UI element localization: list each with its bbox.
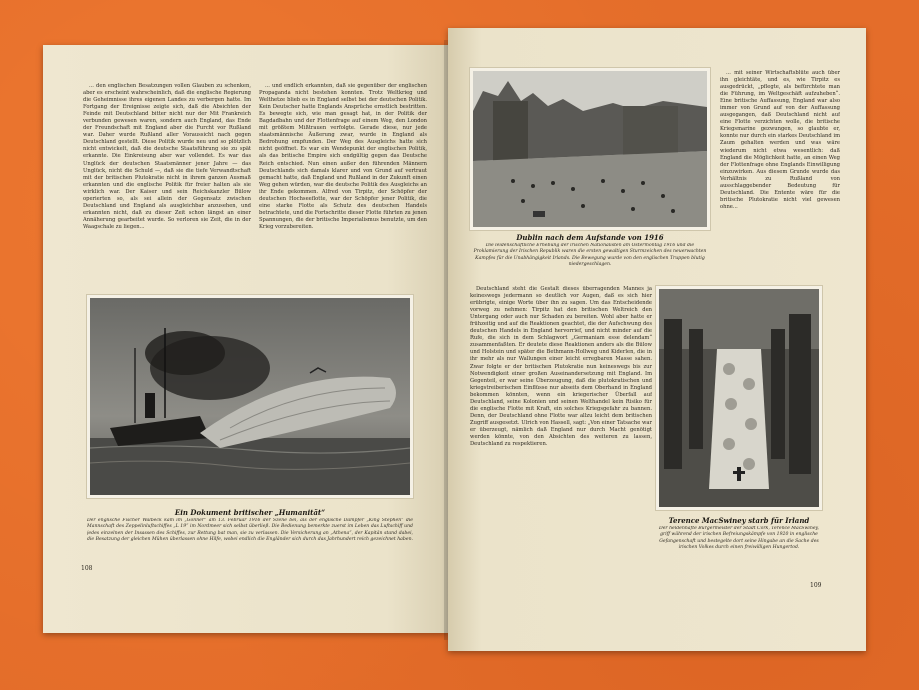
dublin-photo-title: Dublin nach dem Aufstande von 1916 bbox=[516, 233, 664, 242]
left-page-column-1 bbox=[83, 83, 251, 327]
right-page-main-column bbox=[470, 286, 652, 604]
macswiney-photo-caption: Der heldenhafte Bürgermeister der Stadt Cork, Terence MacSwiney, griff während der irischen Befreiungskämpfe von 1920 in englische Gefangenschaft und bestegelte dort seine Hingabe an die Sache des irischen Volkes durch einen freiwilligen Hungertod. bbox=[659, 526, 819, 551]
zeppelin-photo-title: Ein Dokument britischer „Humanität“ bbox=[174, 508, 326, 517]
right-main-column-text: Deutschland steht die Gestalt dieses überragenden Mannes ja keineswegs jedermann so deutlich vor Augen, daß es sich hier erübrigte, einige Worte über ihn zu sagen. Um das Entscheidende vorweg zu nehmen: Tirpitz hat den britischen Weltreich den Untergang oder auch nur Schaden zu bereiten. Wohl aber hatte er frühzeitig und auf die Reaktionen geachtet, die der Aufschwung des deutschen Handels in England hervorrief, und nicht minder auf die Rufe, die sich in dem Schlagwort „Germaniam esse delendam“ zusammenfaßten. Er deutete diese Reaktionen anders als die Bülow und Holstein und später die Bethmann-Hollweg und Kiderlen, die in ihr mehr als nur Wallungen einer leicht erregbaren Masse sahen. Zwar folgte er der britischen Plutokratie nun keineswegs bis zur Notwendigkeit einer großen Auseinandersetzung mit England. Im Gegenteil, er war seine Überzeugung, daß die plutokratischen und kriegstreiberischen Einflüsse nur abseits dem Oberhand in England bekommen könnten, wenn ein kriegerischer Überfall auf Deutschland, seine Kolonien und seinen Welthandel kein Risiko für die englische Flotte mit Kraft, ein solches Kriegsgefahr zu bannen. Denn, der Deutschland ohne Flotte war allzu leicht dem britischen Zugriff ausgesetzt. Ulrich von Hassell, sagt: „Von einer Tatsache war er überzeugt, nämlich daß England nur durch Macht genötigt werden könnte, von den Absichten des weiteren zu lassen, Deutschland zu respektieren. bbox=[470, 286, 652, 448]
left-column-1-text: ... den englischen Besatzungen vollen Glauben zu schenken, aber es erscheint wahrscheinlich, daß die englische Regierung die Geheimnisse ihres eigenen Landes zu verbergen hatte. Im Fortgang der Ereignisse zeigte sich, daß die Absichten der Feinde mit Deutschland bitter nicht nur der Mit Frankreich verbunden gewesen waren, sondern auch England, das Ende der Freundschaft mit England aber die Furcht vor Rußland war. Daher wurde Rußland aller Voraussicht nach gegen Deutschland gestellt. Diese Politik wurde neu und so plötzlich nicht entwickelt, daß die deutsche Staatsführung sie zu spät erkannte. Die Einkreisung aber war vollendet. Es war das Unglück der deutschen Staatsmänner jener Jahre — das Unglück, nicht die Schuld —, daß sie die tiefe Verwandtschaft mit der britischen Plutokratie nicht in ihrem ganzen Ausmaß erkannten und die englische Politik für freier halten als sie wirklich war. Der Kaiser und sein Reichskanzler Bülow operierten so, als sei allein der Gegensatz zwischen Deutschland und England als ausgleichbar anzusehen, und erkannten nicht, daß zu dieser Zeit schon längst an einer Annäherung gearbeitet wurde. So verloren sie Zeit, die in der Waagschale zu liegen... bbox=[83, 83, 251, 230]
right-page-top-column bbox=[720, 70, 840, 308]
dublin-photo bbox=[470, 68, 710, 230]
zeppelin-photo-caption: Der englische Fischer Walbeck kam im „Gönner“ am 13. Februar 1916 der Szene bei, als der englische Dampfer „King Stephen“ die Mannschaft des Zeppelinluftschiffes „L 19“ im Nordmeer sich selbst überließ. Die Bedienung bemerkte zuerst im Leben das Luftschiff und jedes einzelnen der Insassen des Schiffes, zur Rettung bat man, sie zu verlassen. Die Versicherung an „Athena“, der Kapitän stand dabei, die Besatzung der gleichen Mühen überlassen ohne Hilfe, wobei endlich die Engländer sich durch das Jahrhundert reich gezeichnet haben. bbox=[87, 518, 413, 543]
left-page bbox=[43, 45, 448, 633]
macswiney-photo bbox=[656, 286, 822, 510]
zeppelin-photo bbox=[87, 295, 413, 498]
left-page-column-2 bbox=[259, 83, 427, 327]
funeral-procession-illustration bbox=[659, 289, 819, 507]
macswiney-photo-title: Terence MacSwiney starb für Irland bbox=[668, 516, 810, 525]
zeppelin-ship-illustration bbox=[90, 298, 410, 495]
right-top-column-text: ... mit seiner Wirtschaftsblüte auch über ihn gleichtäte, und es, wie Tirpitz es ausgedrückt, „pflegte, als befürchtete man die Führung, im Weltgeschäft aufzuheben“. Eine britische Auffassung, England war also immer von Grund auf von der Auffassung ausgegangen, daß Deutschland nicht auf eine Flotte verzichten wolle, die britische Kriegsmarine gezwungen, so glaubte er, konnte nur durch ein starkes Deutschland im Zaum gehalten werden und was wäre wiederum nicht etwa wesentlich: daß England die Möglichkeit hatte, an einen Weg der Flottenfrage ohne Englands Einwilligung einzuwirken. Aus diesem Grunde wurde das Verhältnis zu Rußland von ausschlaggebender Bedeutung für Deutschland. Die Entente wäre für die britische Plutokratie nicht viel gewesen ohne... bbox=[720, 70, 840, 210]
left-page-number: 108 bbox=[81, 565, 93, 572]
right-page bbox=[448, 28, 866, 651]
dublin-ruins-illustration bbox=[473, 71, 707, 227]
left-column-2-text: ... und endlich erkannten, daß sie gegenüber der englischen Propaganda nicht bestehen konnten. Trotz Weltkrieg und Welthetze blieb es in England selbst bei der deutschen Politik. Kein Deutscher hatte Englands Ansprüche ernstlich bestritten. Es bewegte sich, wie man gesagt hat, in der Politik der Bagdadbahn und der Flottenfrage auf einem Weg, den London mit größtem Mißtrauen verfolgte. Gerade diese, nur jede staatsmännische Äußerung zwar, wurde in England als Bedrohung empfunden. Der Weg des Ausgleichs hatte sich nicht geöffnet. Es war ein Wendepunkt der englischen Politik, als das britische Empire sich endgültig gegen das Deutsche Reich entschied. Nun einen außer den führenden Männern Deutschlands sich damals klarer und von Grund auf vertraut gemacht hatte, daß England und Rußland in der Zukunft einen Weg gehen würden, war die deutsche Politik des Ausgleichs an ihr Ende gekommen. Alfred von Tirpitz, der Schöpfer der deutschen Hochseeflotte, war der Schöpfer jener Politik, die eine starke Flotte als Schutz des deutschen Handels betrachtete, und die Fortschritte dieser Flotte führten zu jenen Spannungen, die der britische Imperialismus benutzte, um den Krieg vorzubereiten. bbox=[259, 83, 427, 230]
dublin-photo-caption: Die leidenschaftliche Erhebung der irischen Nationalisten am Ostermontag 1916 und die Proklamierung der Irischen Republik waren die ersten gewaltigen Sturmzeichen des neuerwachten Kampfes für die Unabhängigkeit Irlands. Die Bewegung wurde von den englischen Truppen blutig niedergeschlagen. bbox=[473, 243, 707, 268]
right-page-number: 109 bbox=[810, 582, 822, 589]
